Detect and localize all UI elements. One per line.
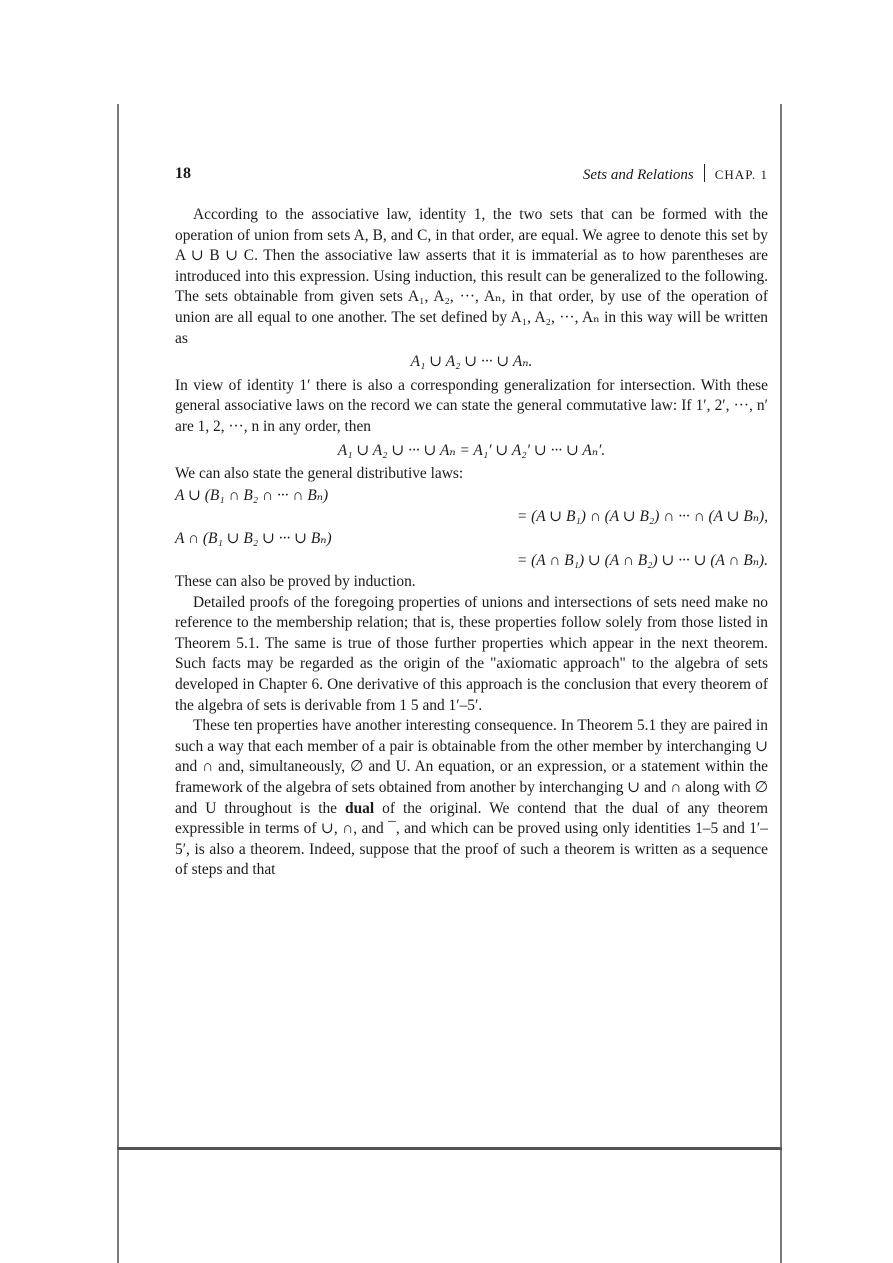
equation-commutative: A₁ ∪ A₂ ∪ ··· ∪ Aₙ = A₁′ ∪ A₂′ ∪ ··· ∪ Aₙ′.: [337, 441, 606, 459]
paragraph-induction: These can also be proved by induction.: [175, 573, 416, 591]
equation-union-chain: A₁ ∪ A₂ ∪ ··· ∪ Aₙ.: [410, 353, 533, 371]
paragraph-commutative-law: In view of identity 1′ there is also a corresponding generalization for intersection. With these general associative laws on the record we can state the general commutative law: If 1′, 2′, ···, n′ are 1, 2, ···, n in any order, then: [175, 376, 768, 435]
paragraph-detailed-proofs: Detailed proofs of the foregoing properties of unions and intersections of sets need make no reference to the membership relation; that is, these properties follow solely from those listed in Theorem 5.1. The same is true of those further properties which appear in the next theorem. Such facts may be regarded as the origin of the "axiomatic approach" to the algebra of sets developed in Chapter 6. One derivative of this approach is the conclusion that every theorem of the algebra of sets is derivable from 1 5 and 1′–5′.: [175, 593, 768, 714]
paragraph-duality: [175, 716, 768, 881]
term-dual: dual: [345, 799, 375, 817]
equation-distributive-2-rhs: = (A ∩ B₁) ∪ (A ∩ B₂) ∪ ··· ∪ (A ∩ Bₙ).: [516, 551, 768, 569]
duality-text-start: These ten properties have another interesting consequence. In Theorem 5.1 they are paired in such a way that each member of a pair is obtainable from the other member by interchanging ∪ and ∩ and, simultaneously, ∅ and U. An equation, or an expression, or a statement within the framework of the algebra of sets obtained from another by interchanging ∪ and ∩ along with ∅ and U throughout is the: [175, 717, 768, 817]
running-head-divider: [704, 164, 705, 182]
page-number: 18: [175, 165, 191, 182]
equation-distributive-1-lhs: A ∪ (B₁ ∩ B₂ ∩ ··· ∩ Bₙ): [175, 486, 329, 504]
bottom-border-line: [117, 1147, 782, 1150]
book-page: [175, 164, 768, 881]
page-header: [175, 164, 768, 186]
running-title: Sets and Relations: [582, 167, 694, 183]
running-head: [583, 164, 768, 186]
duality-text-end: of the original. We contend that the dual of any theorem expressible in terms of ∪, ∩, and ¯, and which can be proved using only identities 1–5 and 1′–5′, is also a theorem. Indeed, suppose that the proof of such a theorem is written as a sequence of steps and that: [175, 799, 769, 879]
paragraph-associative-law: According to the associative law, identity 1, the two sets that can be formed with the operation of union from sets A, B, and C, in that order, are equal. We agree to denote this set by A ∪ B ∪ C. Then the associative law asserts that it is immaterial as to how parentheses are introduced into this expression. Using induction, this result can be generalized to the following. The sets obtainable from given sets A₁, A₂, ···, Aₙ, in that order, by use of the operation of union are all equal to one another. The set defined by A₁, A₂, ···, Aₙ in this way will be written as: [175, 206, 768, 347]
left-border-line: [117, 104, 119, 1263]
paragraph-distributive-intro: We can also state the general distributive laws:: [175, 465, 464, 483]
right-border-line: [780, 104, 782, 1263]
equation-distributive-2-lhs: A ∩ (B₁ ∪ B₂ ∪ ··· ∪ Bₙ): [175, 529, 332, 547]
chapter-label: CHAP. 1: [714, 167, 768, 182]
equation-distributive-1-rhs: = (A ∪ B₁) ∩ (A ∪ B₂) ∩ ··· ∩ (A ∪ Bₙ),: [516, 508, 768, 526]
